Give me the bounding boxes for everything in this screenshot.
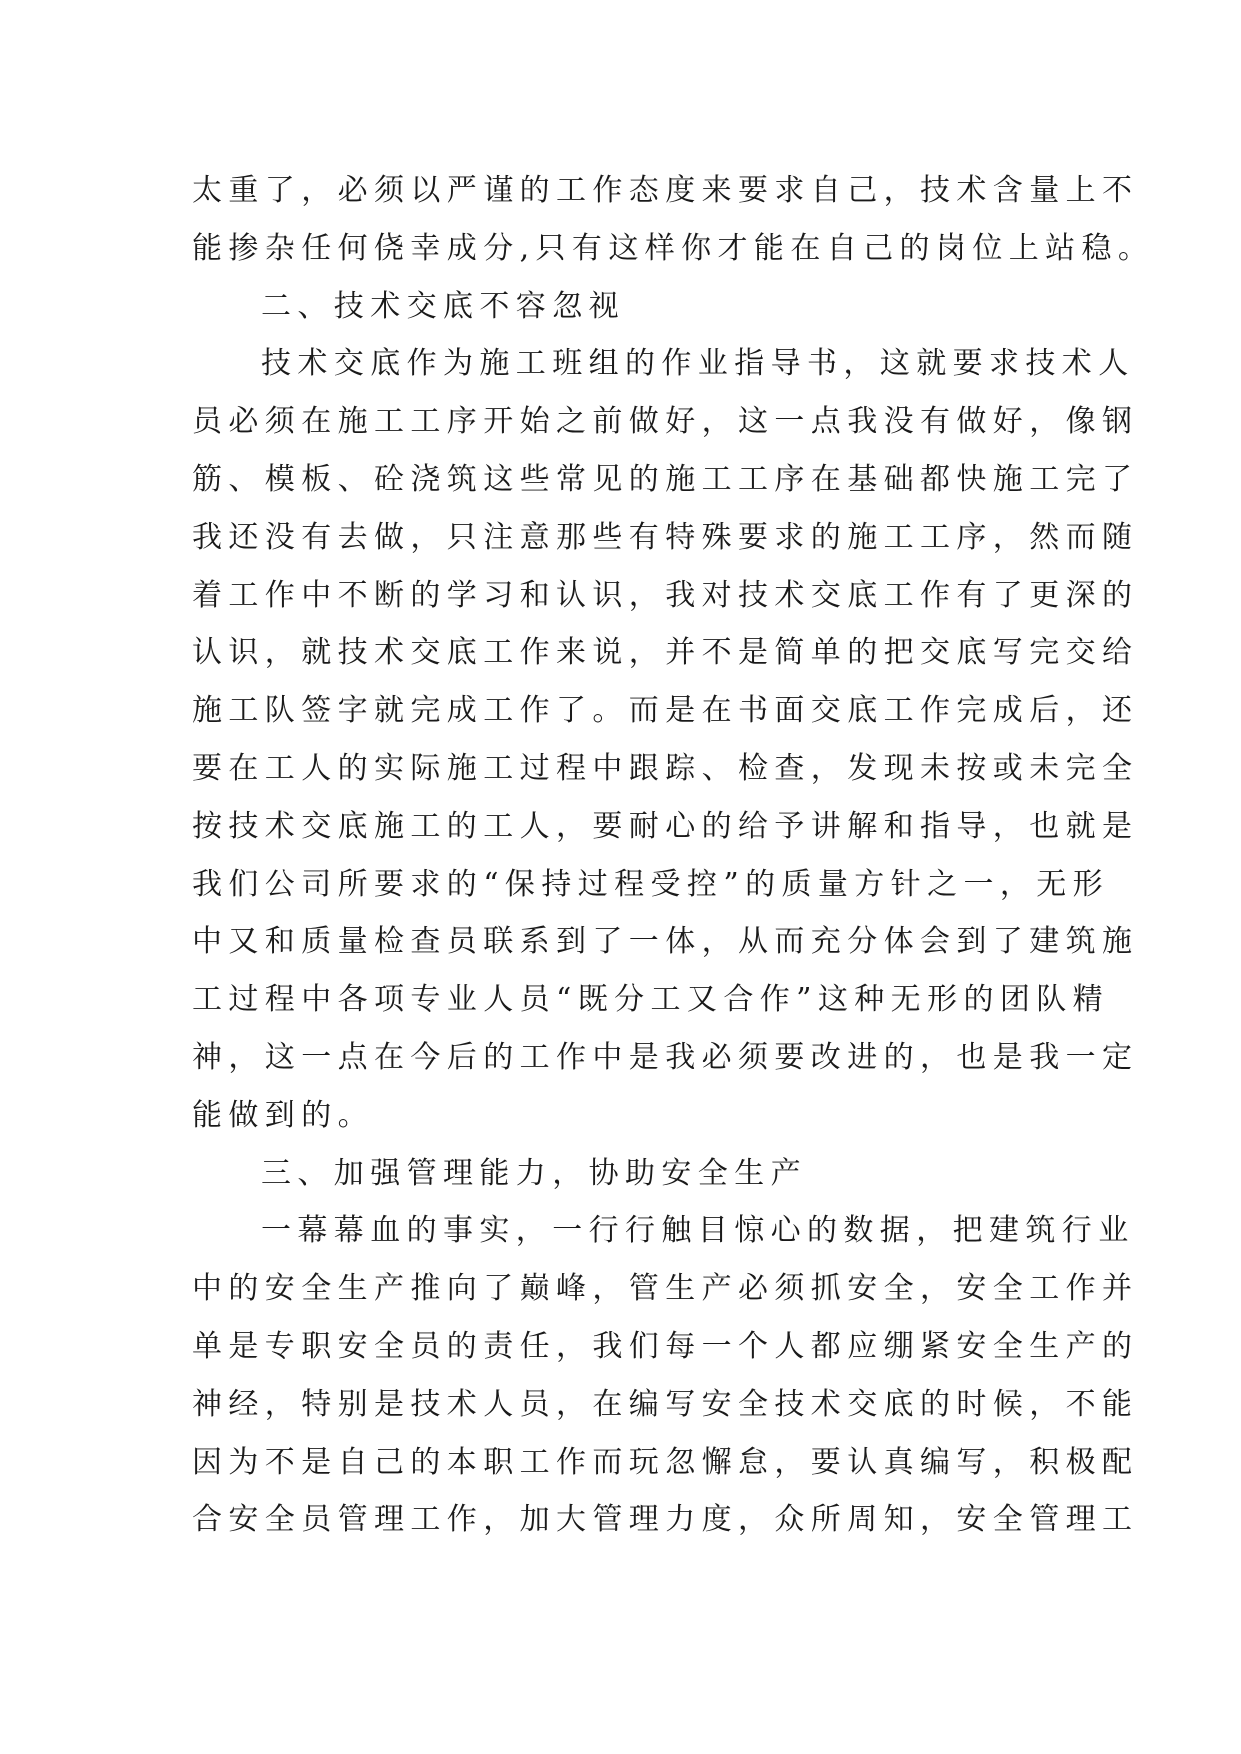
text-line: 二、技术交底不容忽视 [261, 288, 625, 324]
text-line: 中又和质量检查员联系到了一体，从而充分体会到了建筑施 [192, 924, 1139, 960]
text-line: 合安全员管理工作，加大管理力度，众所周知，安全管理工 [192, 1502, 1139, 1538]
text-line: 单是专职安全员的责任，我们每一个人都应绷紧安全生产的 [192, 1328, 1139, 1364]
text-line: 技术交底作为施工班组的作业指导书，这就要求技术人 [261, 346, 1135, 382]
text-line: 一幕幕血的事实，一行行触目惊心的数据，把建筑行业 [261, 1213, 1135, 1249]
text-line: 要在工人的实际施工过程中跟踪、检查，发现未按或未完全 [192, 750, 1139, 786]
text-line: 我还没有去做，只注意那些有特殊要求的施工工序，然而随 [192, 519, 1139, 555]
text-line: 神经，特别是技术人员，在编写安全技术交底的时候，不能 [192, 1386, 1139, 1422]
text-line: 工过程中各项专业人员“既分工又合作”这种无形的团队精 [192, 982, 1110, 1018]
text-line: 因为不是自己的本职工作而玩忽懈怠，要认真编写，积极配 [192, 1444, 1139, 1480]
text-line: 着工作中不断的学习和认识，我对技术交底工作有了更深的 [192, 577, 1139, 613]
text-line: 认识，就技术交底工作来说，并不是简单的把交底写完交给 [192, 635, 1139, 671]
text-line: 能做到的。 [192, 1097, 374, 1133]
text-line: 我们公司所要求的“保持过程受控”的质量方针之一，无形 [192, 866, 1110, 902]
text-line: 神，这一点在今后的工作中是我必须要改进的，也是我一定 [192, 1039, 1139, 1075]
text-line: 施工队签字就完成工作了。而是在书面交底工作完成后，还 [192, 693, 1139, 729]
text-line: 能掺杂任何侥幸成分,只有这样你才能在自己的岗位上站稳。 [192, 230, 1155, 266]
text-line: 三、加强管理能力，协助安全生产 [261, 1155, 807, 1191]
text-line: 筋、模板、砼浇筑这些常见的施工工序在基础都快施工完了 [192, 461, 1139, 497]
text-line: 按技术交底施工的工人，要耐心的给予讲解和指导，也就是 [192, 808, 1139, 844]
text-line: 太重了，必须以严谨的工作态度来要求自己，技术含量上不 [192, 173, 1139, 208]
document-body [192, 162, 1155, 1549]
text-line: 中的安全生产推向了巅峰，管生产必须抓安全，安全工作并 [192, 1271, 1139, 1307]
text-line: 员必须在施工工序开始之前做好，这一点我没有做好，像钢 [192, 404, 1139, 440]
